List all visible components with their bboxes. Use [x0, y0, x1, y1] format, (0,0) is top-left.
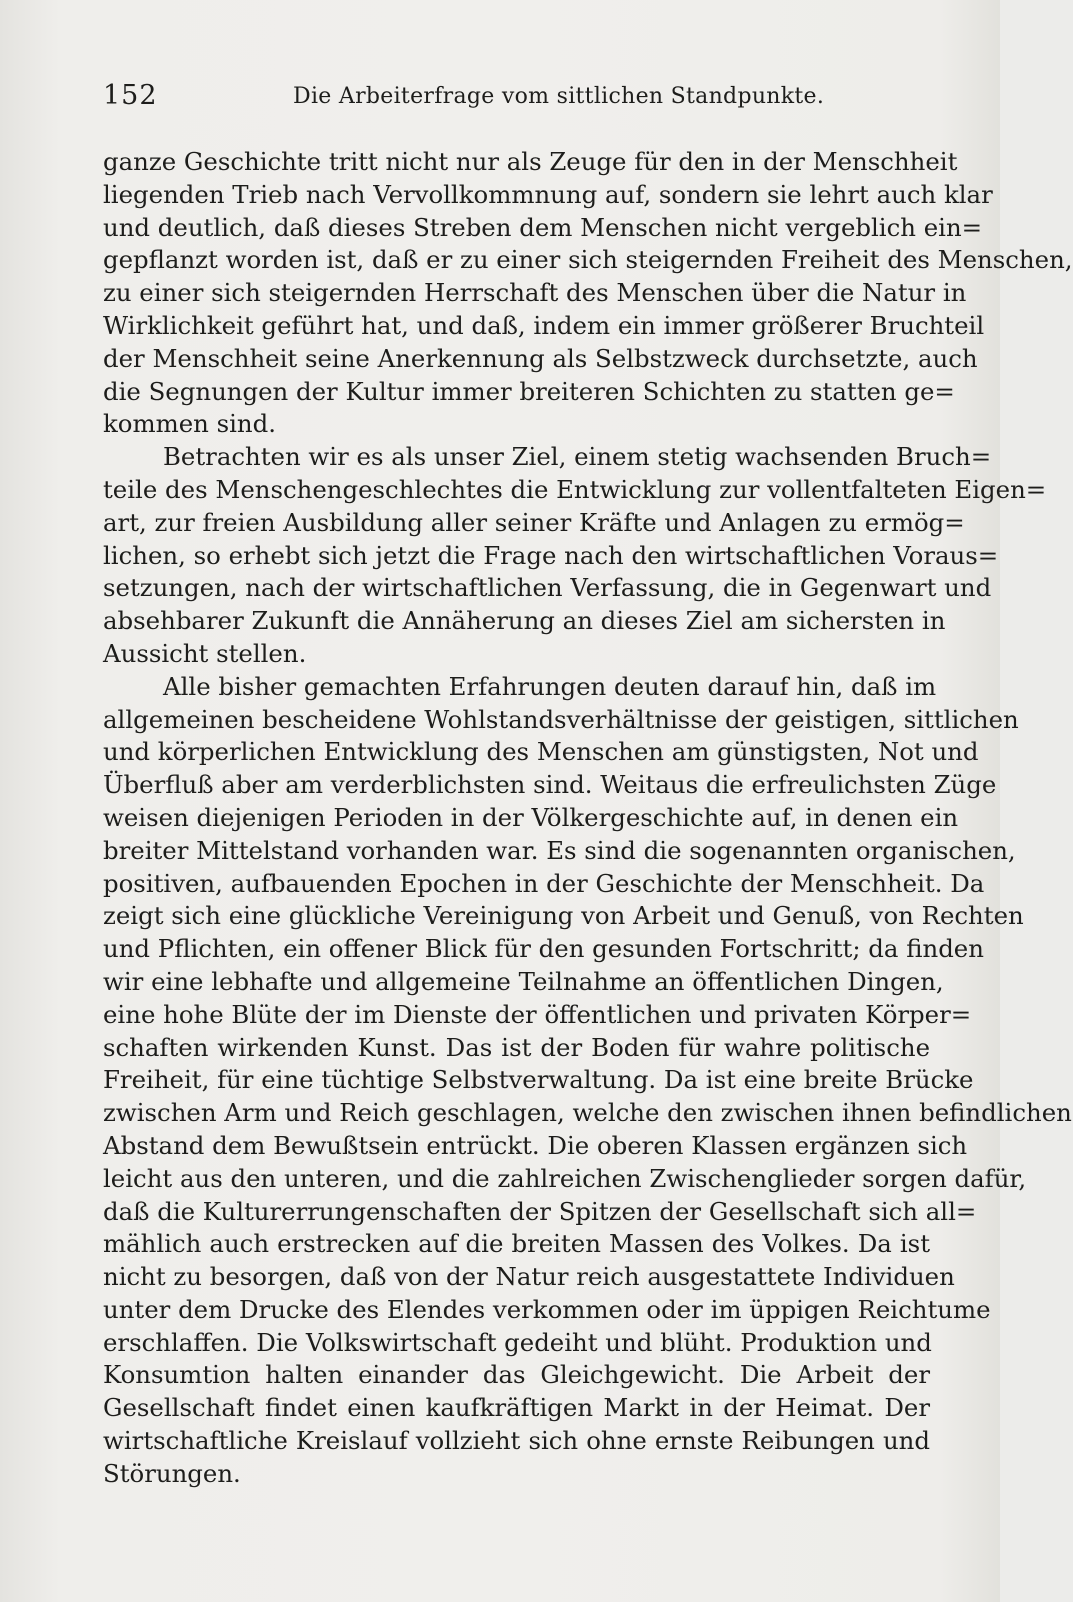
text-line: Betrachten wir es als unser Ziel, einem stetig wachsenden Bruch= [163, 442, 992, 472]
text-line: Freiheit, für eine tüchtige Selbstverwaltung. Da ist eine breite Brücke [103, 1065, 974, 1095]
text-line: zu einer sich steigernden Herrschaft des Menschen über die Natur in [103, 278, 967, 308]
text-line: und Pflichten, ein offener Blick für den gesunden Fortschritt; da finden [103, 934, 984, 964]
text-line: und körperlichen Entwicklung des Menschen am günstigsten, Not und [103, 737, 979, 767]
running-title: Die Arbeiterfrage vom sittlichen Standpunkte. [293, 84, 825, 109]
text-line: die Segnungen der Kultur immer breiteren Schichten zu statten ge= [103, 376, 955, 406]
text-line: und deutlich, daß dieses Streben dem Menschen nicht vergeblich ein= [103, 212, 983, 242]
text-line: Überfluß aber am verderblichsten sind. Weitaus die erfreulichsten Züge [103, 770, 997, 800]
text-line: nicht zu besorgen, daß von der Natur reich ausgestattete Individuen [103, 1262, 955, 1292]
text-line: Störungen. [103, 1458, 241, 1488]
text-line: erschlaffen. Die Volkswirtschaft gedeiht und blüht. Produktion und [103, 1327, 932, 1357]
text-line: der Menschheit seine Anerkennung als Selbstzweck durchsetzte, auch [103, 343, 978, 373]
text-line: Aussicht stellen. [103, 638, 307, 668]
text-line: Gesellschaft findet einen kaufkräftigen Markt in der Heimat. Der [103, 1393, 930, 1423]
text-line: wir eine lebhafte und allgemeine Teilnahme an öffentlichen Dingen, [103, 966, 944, 996]
text-line: zeigt sich eine glückliche Vereinigung von Arbeit und Genuß, von Rechten [103, 901, 1024, 931]
text-line: weisen diejenigen Perioden in der Völkergeschichte auf, in denen ein [103, 802, 959, 832]
text-line: art, zur freien Ausbildung aller seiner Kräfte und Anlagen zu ermög= [103, 507, 965, 537]
text-line: zwischen Arm und Reich geschlagen, welche den zwischen ihnen befindlichen [103, 1098, 1072, 1128]
text-line: mählich auch erstrecken auf die breiten Massen des Volkes. Da ist [103, 1229, 930, 1259]
text-line: Alle bisher gemachten Erfahrungen deuten darauf hin, daß im [163, 671, 937, 701]
text-line: ganze Geschichte tritt nicht nur als Zeuge für den in der Menschheit [103, 147, 958, 176]
text-line: allgemeinen bescheidene Wohlstandsverhältnisse der geistigen, sittlichen [103, 704, 1019, 734]
text-line: Abstand dem Bewußtsein entrückt. Die oberen Klassen ergänzen sich [103, 1130, 968, 1160]
body-text [103, 146, 1073, 1488]
text-line: eine hohe Blüte der im Dienste der öffentlichen und privaten Körper= [103, 999, 972, 1029]
text-line: Wirklichkeit geführt hat, und daß, indem ein immer größerer Bruchteil [103, 310, 985, 340]
text-line: teile des Menschengeschlechtes die Entwicklung zur vollentfalteten Eigen= [103, 474, 1047, 504]
running-head [103, 78, 903, 118]
page-number: 152 [103, 80, 158, 111]
text-line: gepflanzt worden ist, daß er zu einer sich steigernden Freiheit des Menschen, [103, 245, 1073, 275]
text-line: liegenden Trieb nach Vervollkommnung auf, sondern sie lehrt auch klar [103, 179, 993, 209]
text-line: absehbarer Zukunft die Annäherung an dieses Ziel am sichersten in [103, 606, 946, 636]
text-line: setzungen, nach der wirtschaftlichen Verfassung, die in Gegenwart und [103, 573, 992, 603]
text-line: lichen, so erhebt sich jetzt die Frage nach den wirtschaftlichen Voraus= [103, 540, 999, 570]
text-line: kommen sind. [103, 409, 277, 439]
text-line: schaften wirkenden Kunst. Das ist der Boden für wahre politische [103, 1032, 930, 1062]
text-line: Konsumtion halten einander das Gleichgewicht. Die Arbeit der [103, 1360, 930, 1390]
text-line: leicht aus den unteren, und die zahlreichen Zwischenglieder sorgen dafür, [103, 1163, 1027, 1193]
text-line: breiter Mittelstand vorhanden war. Es sind die sogenannten organischen, [103, 835, 1016, 865]
text-line: daß die Kulturerrungenschaften der Spitzen der Gesellschaft sich all= [103, 1196, 977, 1226]
text-line: wirtschaftliche Kreislauf vollzieht sich ohne ernste Reibungen und [103, 1426, 930, 1456]
text-line: unter dem Drucke des Elendes verkommen oder im üppigen Reichtume [103, 1294, 991, 1324]
text-line: positiven, aufbauenden Epochen in der Geschichte der Menschheit. Da [103, 868, 985, 898]
